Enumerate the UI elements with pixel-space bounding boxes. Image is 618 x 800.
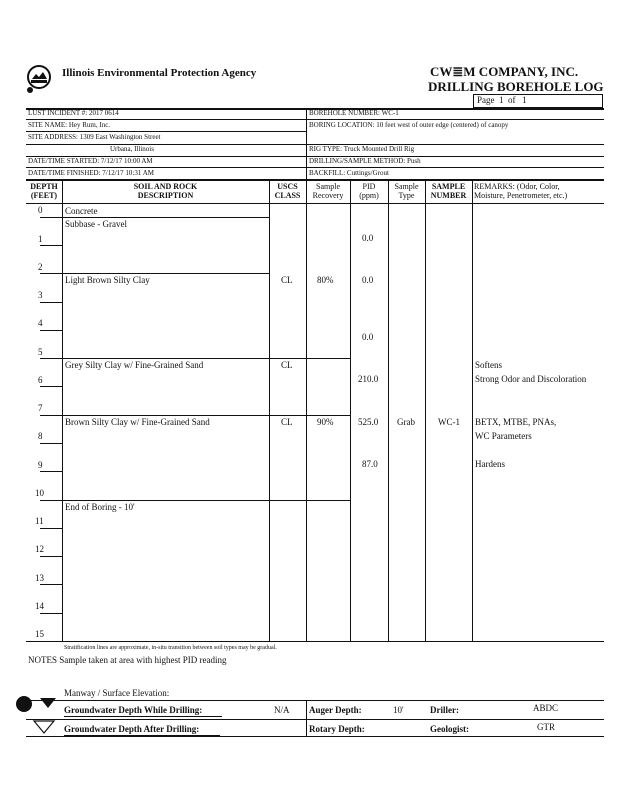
col-soil-title: SOIL AND ROCK xyxy=(133,182,198,191)
col-number-title: SAMPLE xyxy=(431,182,466,191)
depth-label: 7 xyxy=(38,403,43,413)
boring-location: BORING LOCATION: 10 feet west of outer edge (centered) of canopy xyxy=(309,121,509,129)
col-pid-title: PID xyxy=(362,182,376,191)
company-name: CW≣M COMPANY, INC. xyxy=(430,64,579,79)
layer-uscs: CL xyxy=(281,417,293,427)
agency-name: Illinois Environmental Protection Agency xyxy=(62,67,257,79)
col-uscs-title: USCS xyxy=(277,182,298,191)
col-sample-recovery xyxy=(306,182,350,200)
layer-description: End of Boring - 10' xyxy=(65,502,135,512)
gw-while-value: N/A xyxy=(274,705,290,715)
form-title: DRILLING BOREHOLE LOG xyxy=(428,79,604,94)
pid-reading: 0.0 xyxy=(362,275,374,285)
geologist-label: Geologist: xyxy=(430,724,469,734)
layer-description: Light Brown Silty Clay xyxy=(65,275,150,285)
col-soil xyxy=(62,182,269,200)
depth-label: 6 xyxy=(38,375,43,385)
stratification-footnote: Stratification lines are approximate, in-situ transition between soil types may be gradual. xyxy=(64,645,277,651)
depth-label: 4 xyxy=(38,318,43,328)
depth-label: 12 xyxy=(35,544,44,554)
drilling-method: DRILLING/SAMPLE METHOD: Push xyxy=(309,157,421,165)
layer-uscs: CL xyxy=(281,360,293,370)
pid-reading: 87.0 xyxy=(362,459,378,469)
depth-label: 1 xyxy=(38,234,43,244)
col-sample-type xyxy=(388,182,425,200)
col-uscs-subtitle: CLASS xyxy=(274,191,301,200)
remark: WC Parameters xyxy=(475,431,532,441)
rig-type: RIG TYPE: Truck Mounted Drill Rig xyxy=(309,145,415,153)
layer-description: Brown Silty Clay w/ Fine-Grained Sand xyxy=(65,417,210,427)
depth-label: 8 xyxy=(38,431,43,441)
layer-description: Concrete xyxy=(65,206,98,216)
page-of: of xyxy=(508,95,516,105)
remark: Hardens xyxy=(475,459,505,469)
layer-description: Grey Silty Clay w/ Fine-Grained Sand xyxy=(65,360,204,370)
col-soil-subtitle: DESCRIPTION xyxy=(137,191,194,200)
driller-label: Driller: xyxy=(430,705,459,715)
manway-label: Manway / Surface Elevation: xyxy=(64,688,170,698)
depth-label: 5 xyxy=(38,347,43,357)
depth-label: 15 xyxy=(35,629,44,639)
remark: Strong Odor and Discoloration xyxy=(475,374,587,384)
layer-uscs: CL xyxy=(281,275,293,285)
sample-type: Grab xyxy=(397,417,415,427)
col-number-subtitle: NUMBER xyxy=(430,191,467,200)
layer-recovery: 80% xyxy=(317,275,334,285)
col-pid-unit: (ppm) xyxy=(359,191,379,200)
date-started: DATE/TIME STARTED: 7/12/17 10:00 AM xyxy=(28,157,153,165)
layer-recovery: 90% xyxy=(317,417,334,427)
page-num: 1 xyxy=(499,95,504,105)
col-sample-number xyxy=(425,182,472,200)
page-label: Page xyxy=(477,95,495,105)
sample-number: WC-1 xyxy=(438,417,460,427)
col-remarks xyxy=(474,182,604,200)
depth-label: 11 xyxy=(35,516,44,526)
col-recovery-subtitle: Recovery xyxy=(312,191,344,200)
groundwater-while-drilling-icon xyxy=(14,694,62,721)
depth-label: 3 xyxy=(38,290,43,300)
layer-description: Subbase - Gravel xyxy=(65,219,127,229)
col-remarks-title: REMARKS: (Odor, Color, xyxy=(474,182,560,191)
col-type-subtitle: Type xyxy=(398,191,415,200)
pid-reading: 210.0 xyxy=(358,374,379,384)
col-remarks-subtitle: Moisture, Penetrometer, etc.) xyxy=(474,191,568,200)
pid-reading: 525.0 xyxy=(358,417,379,427)
auger-value: 10' xyxy=(393,705,404,715)
remark: BETX, MTBE, PNAs, xyxy=(475,417,557,427)
groundwater-after-drilling-icon xyxy=(32,719,56,740)
depth-label: 13 xyxy=(35,573,44,583)
col-recovery-title: Sample xyxy=(316,182,340,191)
page-total: 1 xyxy=(522,95,527,105)
backfill: BACKFILL: Cuttings/Grout xyxy=(309,169,389,177)
depth-label: 0 xyxy=(38,205,43,215)
site-address: SITE ADDRESS: 1309 East Washington Street xyxy=(28,133,161,141)
pid-reading: 0.0 xyxy=(362,332,374,342)
remark: Softens xyxy=(475,360,502,370)
col-type-title: Sample xyxy=(394,182,419,191)
depth-label: 14 xyxy=(35,601,44,611)
auger-label: Auger Depth: xyxy=(309,705,362,715)
illinois-epa-logo-icon xyxy=(26,64,52,90)
col-depth-title: DEPTH xyxy=(30,182,58,191)
col-depth-unit: (FEET) xyxy=(30,191,58,200)
col-pid xyxy=(350,182,388,200)
gw-after-label: Groundwater Depth After Drilling: xyxy=(64,724,200,734)
depth-label: 2 xyxy=(38,262,43,272)
date-finished: DATE/TIME FINISHED: 7/12/17 10:31 AM xyxy=(28,169,154,177)
depth-label: 10 xyxy=(35,488,44,498)
driller-value: ABDC xyxy=(533,703,559,713)
geologist-value: GTR xyxy=(537,722,555,732)
col-uscs xyxy=(269,182,306,200)
borehole-number: BOREHOLE NUMBER: WC-1 xyxy=(309,109,399,117)
site-name: SITE NAME: Hey Rum, Inc. xyxy=(28,121,111,129)
site-city: Urbana, Illinois xyxy=(110,145,154,153)
notes: NOTES Sample taken at area with highest PID reading xyxy=(28,655,227,665)
gw-while-label: Groundwater Depth While Drilling: xyxy=(64,705,203,715)
rotary-label: Rotary Depth: xyxy=(309,724,365,734)
lust-incident: LUST INCIDENT #: 2017 0614 xyxy=(28,109,119,117)
col-depth xyxy=(26,182,62,200)
page-number xyxy=(477,96,527,105)
pid-reading: 0.0 xyxy=(362,233,374,243)
depth-label: 9 xyxy=(38,460,43,470)
